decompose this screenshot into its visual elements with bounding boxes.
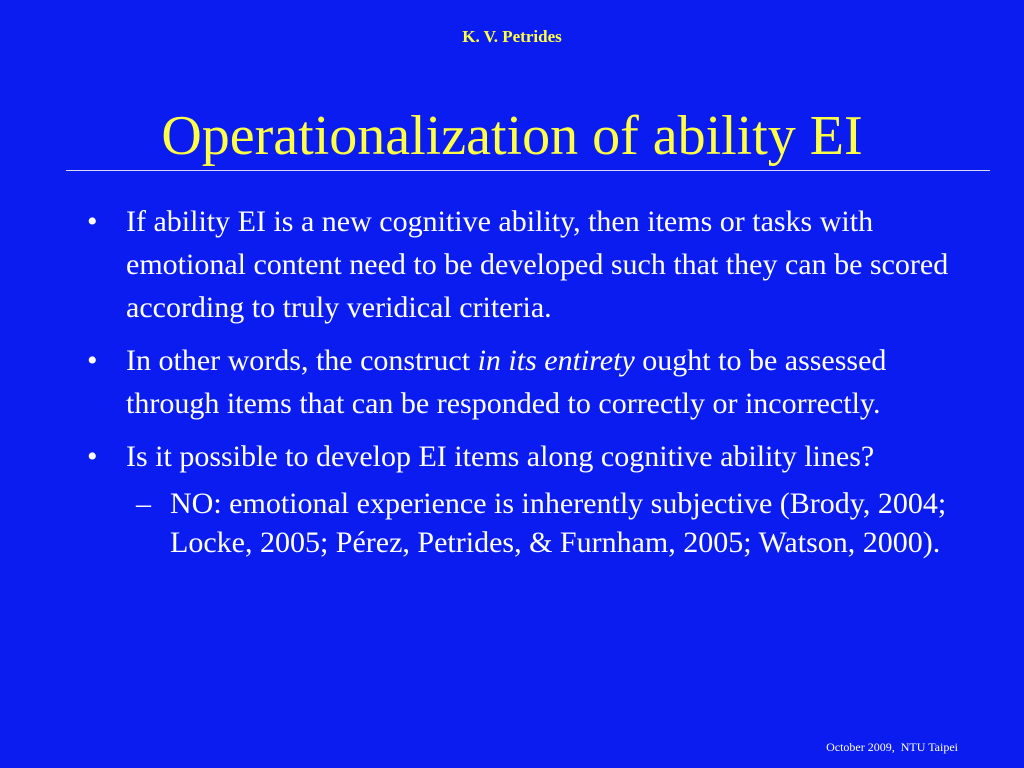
- title-divider: [66, 170, 990, 171]
- bullet-text: [126, 344, 886, 420]
- slide-title: Operationalization of ability EI: [161, 105, 863, 167]
- bullet-text-plain: In other words, the construct: [126, 344, 478, 377]
- bullet-item-1: [80, 200, 960, 329]
- bullet-icon: •: [87, 344, 98, 377]
- sub-bullet-item-1: [126, 484, 960, 562]
- bullet-icon: •: [87, 440, 98, 473]
- bullet-text-italic: in its entirety: [477, 344, 635, 377]
- bullet-item-3: [80, 435, 960, 562]
- dash-icon: –: [136, 487, 151, 520]
- bullet-text: Is it possible to develop EI items along cognitive ability lines?: [126, 440, 875, 473]
- header-author: K. V. Petrides: [462, 27, 562, 46]
- footer-date-location: October 2009, NTU Taipei: [826, 740, 958, 754]
- bullet-text-plain: ought to be assessed through items that can be responded to correctly or incorrectly.: [126, 344, 887, 420]
- bullet-list: [80, 200, 960, 572]
- bullet-icon: •: [87, 205, 98, 238]
- bullet-text: If ability EI is a new cognitive ability, then items or tasks with emotional content need to be developed such that they can be scored according to truly veridical criteria.: [126, 205, 949, 324]
- sub-bullet-list: [126, 484, 960, 562]
- sub-bullet-text: NO: emotional experience is inherently subjective (Brody, 2004; Locke, 2005; Pérez, Petrides, & Furnham, 2005; Watson, 2000).: [170, 487, 947, 559]
- bullet-item-2: [80, 339, 960, 425]
